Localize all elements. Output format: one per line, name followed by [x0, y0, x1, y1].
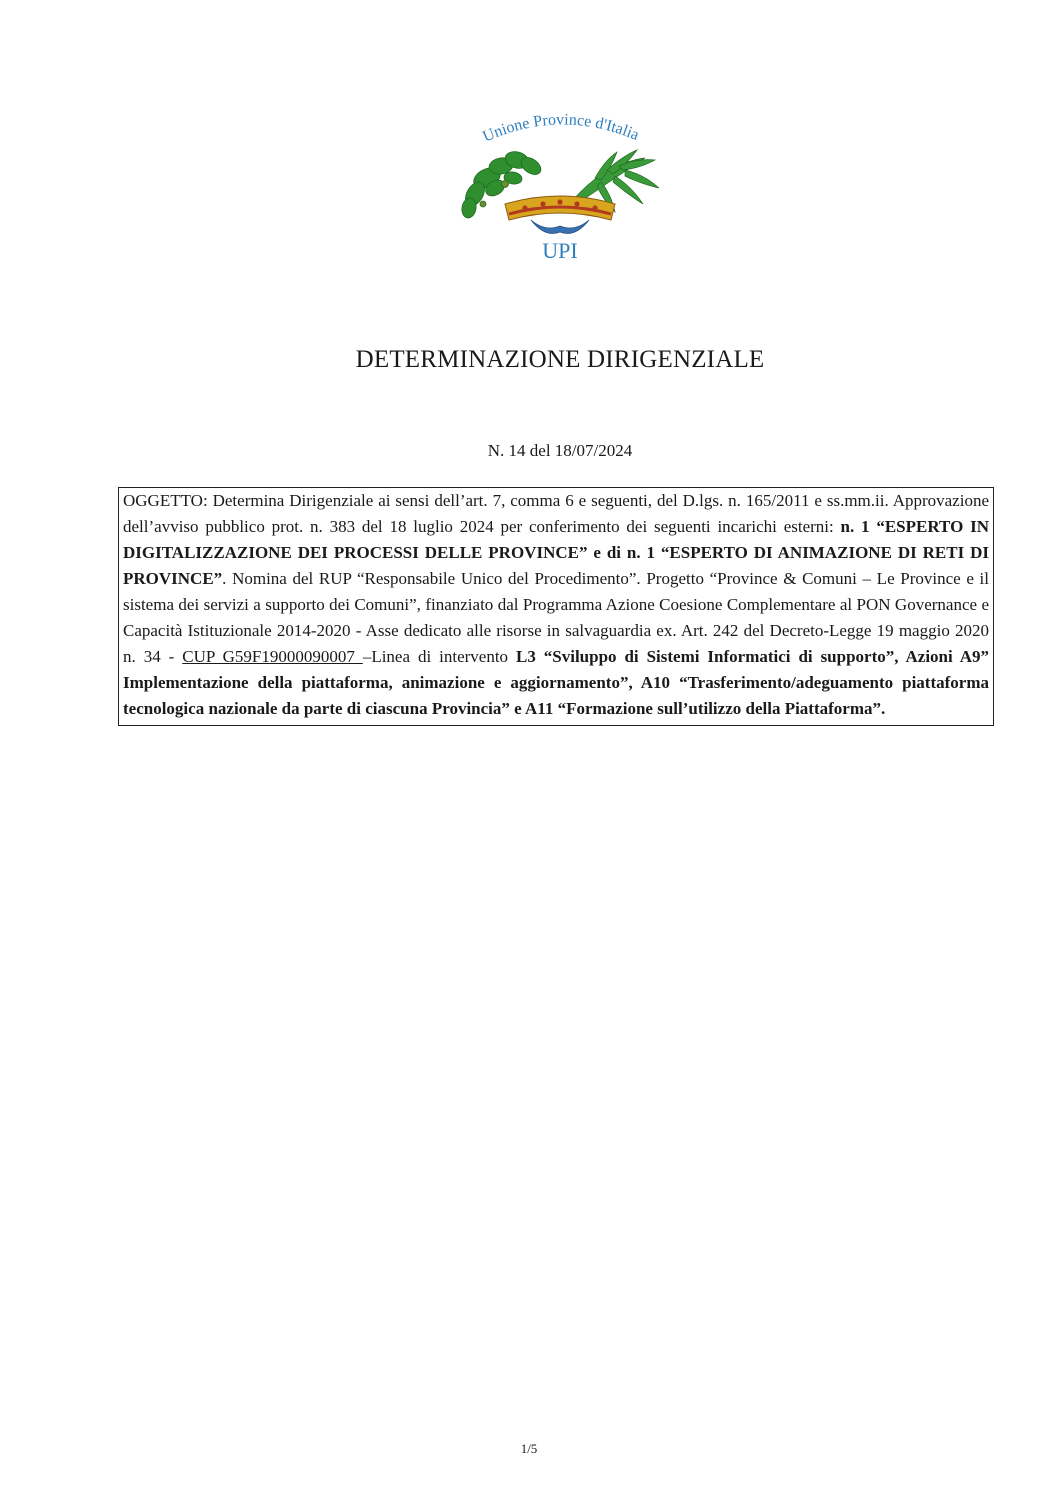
subject-text-2: . Nomina del RUP “Responsabile Unico del Procedimento”. Progetto “Province & Comuni – Le Province e il sistema dei servizi a supporto dei Comuni”, finanziato dal Programma Azione Coesione Complementare al PON Governance e Capacità Istituzionale 2014-2020 - Asse dedicato alle risorse in salvaguardia ex. Art. 242 del Decreto-Legge 19 maggio 2020 n. 34 -: [123, 569, 989, 666]
upi-emblem: [455, 108, 665, 268]
logo-acronym: UPI: [542, 238, 578, 263]
logo-arc-text-path: Unione Province d'Italia: [480, 111, 642, 146]
subject-text-1: OGGETTO: Determina Dirigenziale ai sensi dell’art. 7, comma 6 e seguenti, del D.lgs. n. 165/2011 e ss.mm.ii. Approvazione dell’avviso pubblico prot. n. 383 del 18 luglio 2024 per conferimento dei seguenti incarichi esterni:: [123, 491, 989, 536]
subject-text-3: –Linea di intervento: [362, 647, 516, 666]
document-number: N. 14 del 18/07/2024: [487, 441, 633, 460]
upi-logo: [455, 108, 665, 268]
cup-code: CUP G59F19000090007: [182, 647, 363, 666]
subject-bold-2: L3 “Sviluppo di Sistemi Informatici di supporto”, Azioni A9” Implementazione della piattaforma, animazione e aggiornamento”, A10 “Trasferimento/adeguamento piattaforma tecnologica nazionale da parte di ciascuna Provincia” e A11 “Formazione sull’utilizzo della Piattaforma”.: [123, 647, 990, 718]
page-number: 1/5: [520, 1441, 538, 1456]
subject-bold-1: n. 1 “ESPERTO IN DIGITALIZZAZIONE DEI PROCESSI DELLE PROVINCE” e di n. 1 “ESPERTO DI ANIMAZIONE DI RETI DI PROVINCE”: [123, 517, 989, 588]
document-title: DETERMINAZIONE DIRIGENZIALE: [355, 346, 765, 373]
logo-arc-text: [480, 111, 641, 145]
subject-box: [118, 487, 994, 726]
mural-crown-icon: [505, 196, 615, 234]
